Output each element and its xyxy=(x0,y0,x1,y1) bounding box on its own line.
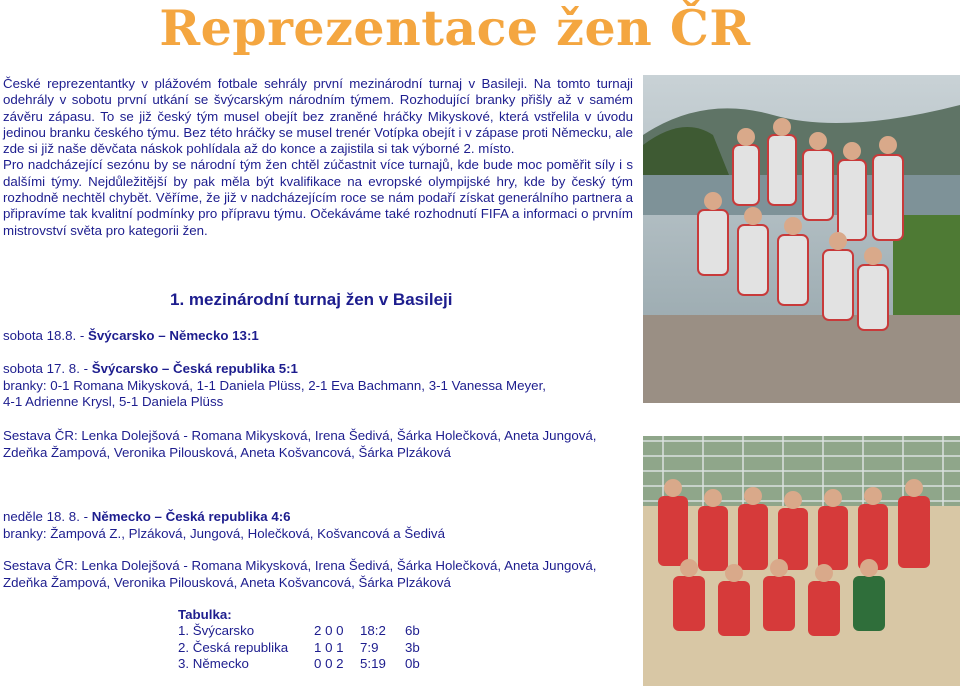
team-points: 0b xyxy=(405,656,420,672)
table-row xyxy=(178,656,420,672)
standings-heading: Tabulka: xyxy=(178,607,232,622)
team-record: 0 0 2 xyxy=(314,656,344,672)
intro-paragraph-1: České reprezentantky v plážovém fotbale sehrály první mezinárodní turnaj v Basileji. Na tomto turnaji odehrály v sobotu první utkání se švýcarským národním týmem. Rozhodující branky přišly až v samém závěru zápasu. To se již český tým musel obejít bez zraněné hráčky Mikyskové, která vstřelila v úvodu jedinou branku českého týmu. Bez této hráčky se musel trenér Votípka obejít i v zápase proti Německu, ale zde si již naše děvčata náskok pohlídala až do konce a zajistila si tak výborné 2. místo. xyxy=(3,76,633,157)
team-points: 6b xyxy=(405,623,420,639)
standings-table xyxy=(178,607,420,673)
team-photo-lake-image xyxy=(643,75,960,403)
match-3 xyxy=(3,509,445,542)
match-2 xyxy=(3,361,546,411)
match-3-date: neděle 18. 8. - xyxy=(3,509,92,524)
team-score: 18:2 xyxy=(360,623,386,639)
team-name: 3. Německo xyxy=(178,656,249,672)
match-3-result: Německo – Česká republika 4:6 xyxy=(91,509,291,524)
team-score: 5:19 xyxy=(360,656,386,672)
team-record: 1 0 1 xyxy=(314,639,344,655)
match-2-goals-2: 4-1 Adrienne Krysl, 5-1 Daniela Plüss xyxy=(3,394,224,409)
match-2-lineup-1: Sestava ČR: Lenka Dolejšová - Romana Mikysková, Irena Šedivá, Šárka Holečková, Aneta Jungová, xyxy=(3,428,597,443)
team-photo-lake xyxy=(643,75,960,403)
team-name: 1. Švýcarsko xyxy=(178,623,255,639)
match-3-lineup-1: Sestava ČR: Lenka Dolejšová - Romana Mikysková, Irena Šedivá, Šárka Holečková, Aneta Jungová, xyxy=(3,558,597,573)
tournament-title: 1. mezinárodní turnaj žen v Basileji xyxy=(170,290,453,309)
team-photo-beach-image xyxy=(643,436,960,686)
intro-text xyxy=(3,76,633,239)
match-3-goals: branky: Žampová Z., Plzáková, Jungová, Holečková, Košvancová a Šedivá xyxy=(3,525,445,541)
match-1 xyxy=(3,328,259,345)
table-row xyxy=(178,639,420,656)
match-2-lineup xyxy=(3,428,597,461)
match-1-date: sobota 18.8. - xyxy=(3,328,89,343)
match-2-lineup-2: Zdeňka Žampová, Veronika Pilousková, Aneta Košvancová, Šárka Plzáková xyxy=(3,444,451,460)
match-3-lineup xyxy=(3,558,597,591)
match-1-result: Švýcarsko – Německo 13:1 xyxy=(88,328,259,343)
table-row xyxy=(178,623,420,639)
intro-paragraph-2: Pro nadcházející sezónu by se národní tým žen chtěl zúčastnit více turnajů, kde bude moc poměřit síly i s dalšími týmy. Nejdůležitější by pak měla být kvalifikace na evropské olympijské hry, kde by český tým rozhodně nechtěl chybět. Věříme, že již v nadcházejícím roce se nám podaří získat generálního partnera a připravíme tak kvalitní podmínky pro přípravu týmu. Očekáváme také rozhodnutí FIFA a informaci o prvním mistrovství světa pro kategorii žen. xyxy=(3,157,633,238)
team-score: 7:9 xyxy=(360,639,379,655)
page-title: Reprezentace žen ČR xyxy=(159,0,751,57)
team-record: 2 0 0 xyxy=(314,623,344,639)
match-2-result: Švýcarsko – Česká republika 5:1 xyxy=(91,361,298,376)
team-photo-beach xyxy=(643,436,960,686)
team-points: 3b xyxy=(405,639,420,655)
team-name: 2. Česká republika xyxy=(178,639,289,655)
match-2-goals-1: branky: 0-1 Romana Mikysková, 1-1 Daniela Plüss, 2-1 Eva Bachmann, 3-1 Vanessa Meyer, xyxy=(3,377,546,393)
match-3-lineup-2: Zdeňka Žampová, Veronika Pilousková, Aneta Košvancová, Šárka Plzáková xyxy=(3,574,451,590)
match-2-date: sobota 17. 8. - xyxy=(3,361,92,376)
